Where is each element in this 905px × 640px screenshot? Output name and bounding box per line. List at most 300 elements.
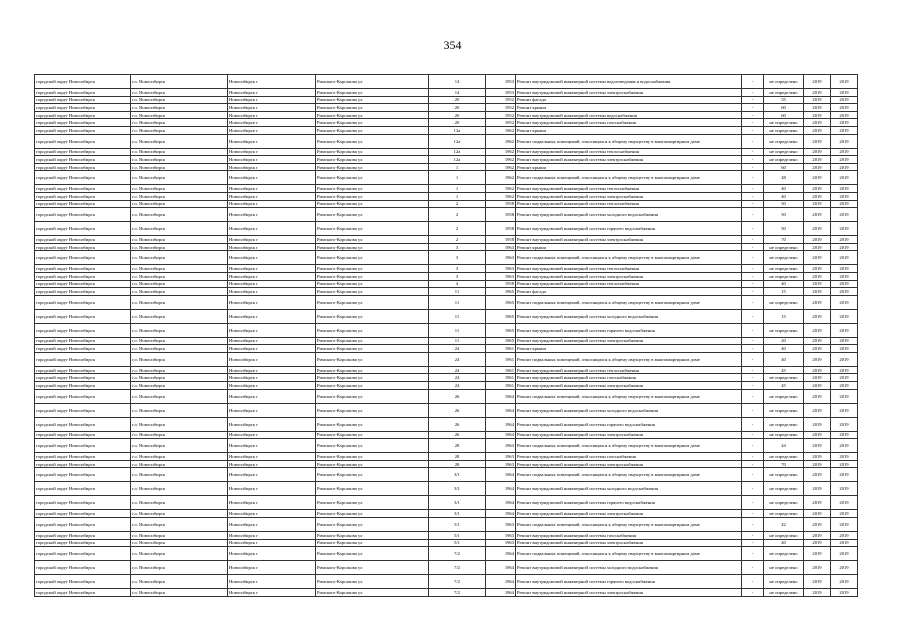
cell-cost: 40 [764,185,804,193]
cell-year: 1964 [486,431,516,439]
cell-settlement: г.о. Новосибирск [131,345,228,353]
cell-municipality: городской округ Новосибирск [35,222,131,236]
cell-municipality: городской округ Новосибирск [35,510,131,518]
cell-city: Новосибирск г [228,345,316,353]
cell-indicator: - [742,539,764,547]
cell-year: 1964 [486,589,516,597]
cell-year: 1952 [486,96,516,104]
cell-indicator: - [742,208,764,222]
cell-end-year: 2019 [831,134,858,148]
cell-end-year: 2019 [831,185,858,193]
cell-house: 5/1 [429,532,486,540]
register-table [34,74,858,597]
cell-municipality: городской округ Новосибирск [35,366,131,374]
cell-indicator: - [742,251,764,265]
cell-year: 1953 [486,89,516,97]
cell-settlement: г.о. Новосибирск [131,265,228,273]
cell-start-year: 2019 [804,119,831,127]
table-row [35,561,858,575]
cell-end-year: 2019 [831,295,858,309]
cell-municipality: городской округ Новосибирск [35,126,131,134]
cell-municipality: городской округ Новосибирск [35,309,131,323]
cell-indicator: - [742,345,764,353]
cell-city: Новосибирск г [228,134,316,148]
cell-end-year: 2019 [831,192,858,200]
table-row [35,460,858,468]
cell-settlement: г.о. Новосибирск [131,243,228,251]
cell-house: 28 [429,453,486,461]
cell-work-type: Ремонт крыши [516,243,742,251]
cell-cost: 60 [764,104,804,112]
cell-settlement: г.о. Новосибирск [131,431,228,439]
cell-start-year: 2019 [804,468,831,482]
cell-street: Римского-Корсакова ул [316,126,429,134]
cell-house: 26 [429,403,486,417]
cell-end-year: 2019 [831,439,858,453]
cell-street: Римского-Корсакова ул [316,374,429,382]
cell-work-type: Ремонт внутридомовой инженерной системы водоснабжения [516,111,742,119]
cell-municipality: городской округ Новосибирск [35,200,131,208]
cell-city: Новосибирск г [228,288,316,296]
cell-work-type: Ремонт подвальных помещений, относящихся к общему имуществу в многоквартирном доме [516,295,742,309]
cell-city: Новосибирск г [228,417,316,431]
cell-work-type: Ремонт внутридомовой инженерной системы холодного водоснабжения [516,482,742,496]
cell-street: Римского-Корсакова ул [316,345,429,353]
cell-municipality: городской округ Новосибирск [35,208,131,222]
table-row [35,468,858,482]
cell-year: 1958 [486,280,516,288]
cell-year: 1964 [486,482,516,496]
cell-city: Новосибирск г [228,323,316,337]
cell-end-year: 2019 [831,75,858,89]
cell-cost: не определено [764,265,804,273]
cell-end-year: 2019 [831,222,858,236]
cell-start-year: 2019 [804,510,831,518]
cell-indicator: - [742,163,764,171]
cell-municipality: городской округ Новосибирск [35,547,131,561]
cell-cost: 60 [764,111,804,119]
cell-settlement: г.о. Новосибирск [131,134,228,148]
cell-cost: не определено [764,403,804,417]
cell-cost: не определено [764,134,804,148]
cell-street: Римского-Корсакова ул [316,171,429,185]
table-row [35,148,858,156]
cell-street: Римского-Корсакова ул [316,468,429,482]
cell-indicator: - [742,200,764,208]
cell-cost: не определено [764,589,804,597]
cell-street: Римского-Корсакова ул [316,453,429,461]
cell-city: Новосибирск г [228,208,316,222]
cell-work-type: Ремонт внутридомовой инженерной системы электроснабжения [516,460,742,468]
cell-house: 28 [429,460,486,468]
cell-year: 1964 [486,575,516,589]
cell-settlement: г.о. Новосибирск [131,366,228,374]
cell-year: 1963 [486,453,516,461]
cell-settlement: г.о. Новосибирск [131,272,228,280]
cell-year: 1964 [486,561,516,575]
cell-work-type: Ремонт внутридомовой инженерной системы горячего водоснабжения [516,496,742,510]
cell-city: Новосибирск г [228,374,316,382]
cell-city: Новосибирск г [228,539,316,547]
cell-work-type: Ремонт подвальных помещений, относящихся к общему имуществу в многоквартирном доме [516,352,742,366]
cell-work-type: Ремонт крыши [516,104,742,112]
cell-city: Новосибирск г [228,243,316,251]
cell-indicator: - [742,518,764,532]
cell-end-year: 2019 [831,243,858,251]
cell-house: 20 [429,119,486,127]
table-row [35,134,858,148]
cell-municipality: городской округ Новосибирск [35,468,131,482]
table-row [35,539,858,547]
cell-indicator: - [742,337,764,345]
cell-settlement: г.о. Новосибирск [131,482,228,496]
cell-cost: 50 [764,208,804,222]
cell-house: 2 [429,208,486,222]
cell-work-type: Ремонт внутридомовой инженерной системы горячего водоснабжения [516,222,742,236]
cell-street: Римского-Корсакова ул [316,575,429,589]
table-row [35,156,858,164]
cell-indicator: - [742,119,764,127]
cell-end-year: 2019 [831,156,858,164]
cell-city: Новосибирск г [228,148,316,156]
cell-end-year: 2019 [831,460,858,468]
cell-city: Новосибирск г [228,222,316,236]
cell-year: 1962 [486,134,516,148]
table-row [35,89,858,97]
cell-indicator: - [742,431,764,439]
cell-street: Римского-Корсакова ул [316,134,429,148]
cell-work-type: Ремонт крыши [516,345,742,353]
cell-start-year: 2019 [804,547,831,561]
cell-municipality: городской округ Новосибирск [35,185,131,193]
cell-end-year: 2019 [831,163,858,171]
cell-cost: 20 [764,337,804,345]
cell-start-year: 2019 [804,200,831,208]
cell-settlement: г.о. Новосибирск [131,589,228,597]
cell-settlement: г.о. Новосибирск [131,539,228,547]
cell-work-type: Ремонт крыши [516,126,742,134]
cell-indicator: - [742,185,764,193]
cell-cost: 42 [764,518,804,532]
cell-settlement: г.о. Новосибирск [131,382,228,390]
cell-start-year: 2019 [804,171,831,185]
cell-start-year: 2019 [804,280,831,288]
cell-cost: 40 [764,352,804,366]
cell-house: 26 [429,417,486,431]
cell-municipality: городской округ Новосибирск [35,236,131,244]
cell-cost: не определено [764,75,804,89]
cell-cost: не определено [764,272,804,280]
cell-start-year: 2019 [804,337,831,345]
cell-indicator: - [742,589,764,597]
cell-indicator: - [742,236,764,244]
cell-cost: не определено [764,482,804,496]
cell-settlement: г.о. Новосибирск [131,439,228,453]
cell-year: 1963 [486,518,516,532]
cell-start-year: 2019 [804,518,831,532]
cell-street: Римского-Корсакова ул [316,532,429,540]
cell-end-year: 2019 [831,352,858,366]
table-body [35,75,858,597]
cell-end-year: 2019 [831,366,858,374]
table-row [35,532,858,540]
cell-start-year: 2019 [804,134,831,148]
cell-start-year: 2019 [804,482,831,496]
table-row [35,222,858,236]
cell-cost: не определено [764,295,804,309]
cell-street: Римского-Корсакова ул [316,272,429,280]
cell-cost: не определено [764,532,804,540]
cell-settlement: г.о. Новосибирск [131,403,228,417]
cell-street: Римского-Корсакова ул [316,265,429,273]
cell-house: 20 [429,111,486,119]
cell-city: Новосибирск г [228,295,316,309]
cell-street: Римского-Корсакова ул [316,280,429,288]
cell-cost: 40 [764,192,804,200]
cell-settlement: г.о. Новосибирск [131,532,228,540]
cell-indicator: - [742,156,764,164]
cell-indicator: - [742,352,764,366]
cell-end-year: 2019 [831,119,858,127]
cell-street: Римского-Корсакова ул [316,352,429,366]
cell-street: Римского-Корсакова ул [316,156,429,164]
cell-city: Новосибирск г [228,431,316,439]
cell-street: Римского-Корсакова ул [316,309,429,323]
table-row [35,518,858,532]
cell-city: Новосибирск г [228,482,316,496]
cell-indicator: - [742,288,764,296]
cell-end-year: 2019 [831,200,858,208]
cell-start-year: 2019 [804,532,831,540]
cell-settlement: г.о. Новосибирск [131,496,228,510]
cell-house: 11 [429,323,486,337]
cell-cost: 50 [764,222,804,236]
table-row [35,272,858,280]
cell-city: Новосибирск г [228,192,316,200]
cell-settlement: г.о. Новосибирск [131,185,228,193]
cell-house: 26 [429,431,486,439]
cell-work-type: Ремонт внутридомовой инженерной системы горячего водоснабжения [516,323,742,337]
cell-municipality: городской округ Новосибирск [35,89,131,97]
cell-work-type: Ремонт внутридомовой инженерной системы электроснабжения [516,539,742,547]
cell-house: 5/1 [429,539,486,547]
cell-street: Римского-Корсакова ул [316,589,429,597]
cell-settlement: г.о. Новосибирск [131,75,228,89]
cell-settlement: г.о. Новосибирск [131,148,228,156]
table-row [35,589,858,597]
cell-city: Новосибирск г [228,119,316,127]
cell-street: Римского-Корсакова ул [316,389,429,403]
cell-end-year: 2019 [831,539,858,547]
cell-cost: не определено [764,431,804,439]
cell-cost: 15 [764,288,804,296]
cell-city: Новосибирск г [228,163,316,171]
cell-cost: не определено [764,323,804,337]
cell-city: Новосибирск г [228,265,316,273]
cell-city: Новосибирск г [228,439,316,453]
cell-cost: 44 [764,439,804,453]
cell-house: 1 [429,163,486,171]
cell-house: 7/2 [429,547,486,561]
cell-indicator: - [742,374,764,382]
cell-end-year: 2019 [831,265,858,273]
cell-street: Римского-Корсакова ул [316,75,429,89]
cell-year: 1962 [486,163,516,171]
cell-city: Новосибирск г [228,156,316,164]
cell-start-year: 2019 [804,156,831,164]
cell-city: Новосибирск г [228,171,316,185]
cell-work-type: Ремонт подвальных помещений, относящихся к общему имуществу в многоквартирном доме [516,389,742,403]
cell-city: Новосибирск г [228,272,316,280]
cell-start-year: 2019 [804,453,831,461]
cell-city: Новосибирск г [228,561,316,575]
cell-year: 1965 [486,295,516,309]
cell-settlement: г.о. Новосибирск [131,222,228,236]
table-row [35,96,858,104]
table-row [35,265,858,273]
cell-end-year: 2019 [831,431,858,439]
cell-end-year: 2019 [831,547,858,561]
cell-start-year: 2019 [804,163,831,171]
cell-street: Римского-Корсакова ул [316,288,429,296]
cell-start-year: 2019 [804,561,831,575]
cell-settlement: г.о. Новосибирск [131,280,228,288]
cell-indicator: - [742,417,764,431]
cell-settlement: г.о. Новосибирск [131,89,228,97]
cell-city: Новосибирск г [228,96,316,104]
cell-work-type: Ремонт внутридомовой инженерной системы электроснабжения [516,272,742,280]
cell-city: Новосибирск г [228,352,316,366]
cell-year: 1958 [486,222,516,236]
cell-indicator: - [742,96,764,104]
cell-year: 1963 [486,265,516,273]
table-row [35,337,858,345]
table-row [35,236,858,244]
cell-start-year: 2019 [804,96,831,104]
table-row [35,389,858,403]
cell-end-year: 2019 [831,111,858,119]
table-row [35,200,858,208]
cell-start-year: 2019 [804,366,831,374]
table-row [35,119,858,127]
cell-municipality: городской округ Новосибирск [35,288,131,296]
table-row [35,496,858,510]
cell-end-year: 2019 [831,251,858,265]
cell-indicator: - [742,192,764,200]
cell-year: 1962 [486,148,516,156]
cell-street: Римского-Корсакова ул [316,547,429,561]
cell-house: 20 [429,104,486,112]
table-row [35,403,858,417]
cell-work-type: Ремонт подвальных помещений, относящихся к общему имуществу в многоквартирном доме [516,251,742,265]
cell-house: 3 [429,251,486,265]
cell-municipality: городской округ Новосибирск [35,148,131,156]
cell-municipality: городской округ Новосибирск [35,518,131,532]
cell-street: Римского-Корсакова ул [316,119,429,127]
cell-year: 1952 [486,111,516,119]
cell-cost: не определено [764,561,804,575]
cell-house: 3/1 [429,510,486,518]
cell-street: Римского-Корсакова ул [316,200,429,208]
cell-city: Новосибирск г [228,468,316,482]
cell-end-year: 2019 [831,337,858,345]
cell-year: 1963 [486,539,516,547]
cell-year: 1961 [486,345,516,353]
page-number: 354 [443,38,462,52]
cell-work-type: Ремонт подвальных помещений, относящихся к общему имуществу в многоквартирном доме [516,439,742,453]
cell-start-year: 2019 [804,539,831,547]
cell-city: Новосибирск г [228,403,316,417]
cell-indicator: - [742,439,764,453]
cell-settlement: г.о. Новосибирск [131,288,228,296]
cell-cost: 70 [764,236,804,244]
cell-work-type: Ремонт внутридомовой инженерной системы газоснабжения [516,453,742,461]
cell-end-year: 2019 [831,589,858,597]
cell-indicator: - [742,280,764,288]
cell-year: 1964 [486,510,516,518]
cell-cost: не определено [764,510,804,518]
table-row [35,185,858,193]
cell-year: 1964 [486,496,516,510]
cell-cost: 40 [764,539,804,547]
cell-street: Римского-Корсакова ул [316,89,429,97]
cell-house: 4 [429,280,486,288]
cell-house: 12а [429,134,486,148]
cell-work-type: Ремонт внутридомовой инженерной системы электроснабжения [516,236,742,244]
cell-start-year: 2019 [804,126,831,134]
cell-year: 1961 [486,382,516,390]
cell-street: Римского-Корсакова ул [316,561,429,575]
cell-start-year: 2019 [804,208,831,222]
cell-house: 3 [429,243,486,251]
cell-indicator: - [742,295,764,309]
cell-work-type: Ремонт внутридомовой инженерной системы теплоснабжения [516,200,742,208]
cell-municipality: городской округ Новосибирск [35,156,131,164]
cell-end-year: 2019 [831,323,858,337]
cell-end-year: 2019 [831,468,858,482]
cell-work-type: Ремонт внутридомовой инженерной системы горячего водоснабжения [516,417,742,431]
table-row [35,104,858,112]
cell-municipality: городской округ Новосибирск [35,272,131,280]
cell-settlement: г.о. Новосибирск [131,236,228,244]
cell-end-year: 2019 [831,374,858,382]
cell-house: 3/1 [429,468,486,482]
cell-city: Новосибирск г [228,89,316,97]
cell-house: 7/2 [429,561,486,575]
cell-cost: 50 [764,200,804,208]
table-row [35,323,858,337]
table-row [35,288,858,296]
cell-street: Римского-Корсакова ул [316,208,429,222]
cell-settlement: г.о. Новосибирск [131,192,228,200]
cell-end-year: 2019 [831,403,858,417]
cell-cost: 48 [764,171,804,185]
cell-year: 1963 [486,251,516,265]
cell-house: 1 [429,192,486,200]
cell-work-type: Ремонт фасада [516,288,742,296]
cell-street: Римского-Корсакова ул [316,96,429,104]
cell-municipality: городской округ Новосибирск [35,382,131,390]
table-row [35,171,858,185]
cell-work-type: Ремонт подвальных помещений, относящихся к общему имуществу в многоквартирном доме [516,468,742,482]
cell-start-year: 2019 [804,222,831,236]
cell-indicator: - [742,382,764,390]
table-row [35,382,858,390]
cell-settlement: г.о. Новосибирск [131,126,228,134]
cell-work-type: Ремонт внутридомовой инженерной системы теплоснабжения [516,185,742,193]
cell-municipality: городской округ Новосибирск [35,163,131,171]
cell-year: 1964 [486,547,516,561]
